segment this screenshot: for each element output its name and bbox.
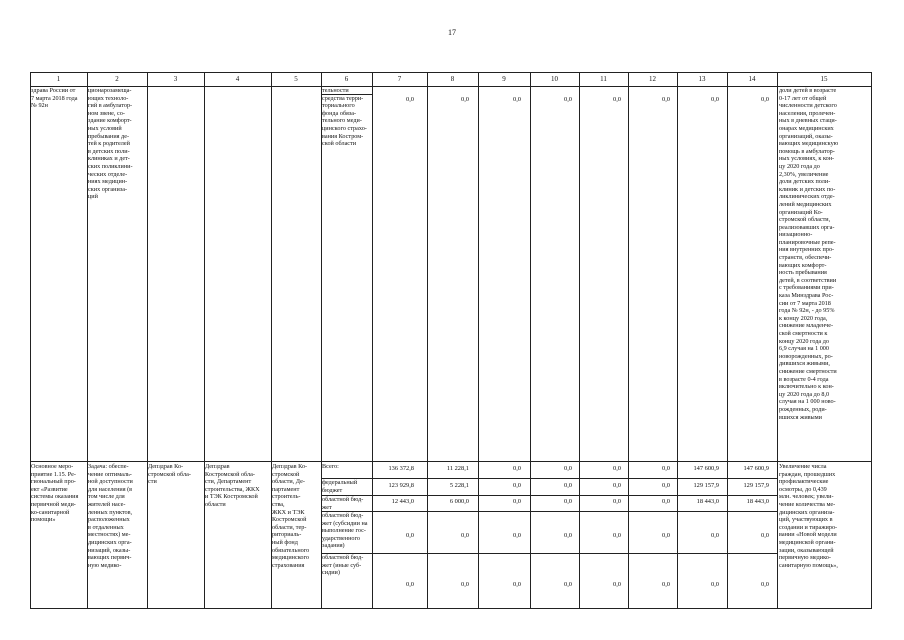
value-cell: 0,0 <box>662 482 670 489</box>
value-cell: 0,0 <box>406 532 414 539</box>
value-cell: 18 443,0 <box>696 498 719 505</box>
col-border <box>677 72 678 608</box>
value-cell: 0,0 <box>513 96 521 103</box>
cell-funding-source: областной бюд- жет (субсидии на выполнение гос- ударственного задания) <box>322 512 368 550</box>
value-cell: 147 600,9 <box>743 465 769 472</box>
value-cell: 0,0 <box>613 532 621 539</box>
column-header: 12 <box>649 75 656 83</box>
value-cell: 0,0 <box>662 96 670 103</box>
value-cell: 0,0 <box>711 532 719 539</box>
cell-event-name: Основное меро- приятие 1.15. Ре- гиональный про- ект «Развитие системы оказания первичной меди- ко-санитарной помощи» <box>31 463 79 524</box>
value-cell: 0,0 <box>564 482 572 489</box>
cell-task-text: ционарозамеща- ющих техноло- гий в амбулатор- ном звене, со- здание комфорт- ных условий пребывания де- тей к родителей в детских поли- клиниках и дет- ских поликлини- ческих отделе- ниях медицин- ских организа- ций <box>88 87 133 201</box>
column-header: 11 <box>600 75 607 83</box>
col-border <box>530 72 531 608</box>
row-border <box>321 478 778 479</box>
value-cell: 0,0 <box>406 96 414 103</box>
value-cell: 0,0 <box>513 581 521 588</box>
value-cell: 0,0 <box>613 96 621 103</box>
value-cell: 136 372,8 <box>388 465 414 472</box>
value-cell: 0,0 <box>513 482 521 489</box>
row-border <box>321 553 778 554</box>
value-cell: 0,0 <box>761 581 769 588</box>
cell-responsible: Депздрав Ко- стромской обла- сти <box>148 463 191 486</box>
value-cell: 0,0 <box>564 96 572 103</box>
value-cell: 0,0 <box>513 498 521 505</box>
value-cell: 11 228,1 <box>446 465 469 472</box>
column-header: 15 <box>820 75 828 83</box>
col-border <box>579 72 580 608</box>
cell-participants: Депздрав Ко- стромской области, Де- партамент строитель- ства, ЖКХ и ТЭК Костромской области, тер- риториаль- ный фонд обязательного медицинского страхования <box>272 463 310 569</box>
value-cell: 0,0 <box>564 498 572 505</box>
column-header: 10 <box>551 75 558 83</box>
value-cell: 0,0 <box>761 96 769 103</box>
value-cell: 0,0 <box>662 581 670 588</box>
value-cell: 6 000,0 <box>449 498 469 505</box>
value-cell: 0,0 <box>564 581 572 588</box>
value-cell: 0,0 <box>662 498 670 505</box>
cell-task-text: Задача: обеспе- чение оптималь- ной доступности для населения (в том числе для жителей насе- ленных пунктов, расположенных в отдаленных местностях) ме- дицинских орга- низаций, оказы- вающих первич- ную медико- <box>88 463 133 569</box>
cell-funding-source: областной бюд- жет <box>322 496 364 511</box>
column-header: 5 <box>294 75 298 83</box>
value-cell: 0,0 <box>613 498 621 505</box>
value-cell: 0,0 <box>461 532 469 539</box>
col-border <box>427 72 428 608</box>
col-border <box>478 72 479 608</box>
budget-table <box>30 72 872 608</box>
column-header: 4 <box>235 75 240 83</box>
row-border <box>30 608 872 609</box>
value-cell: 0,0 <box>711 581 719 588</box>
value-cell: 0,0 <box>564 532 572 539</box>
value-cell: 0,0 <box>711 96 719 103</box>
value-cell: 0,0 <box>761 532 769 539</box>
value-cell: 129 157,9 <box>693 482 719 489</box>
col-border <box>871 72 872 608</box>
cell-expected-results: доли детей в возрасте 0-17 лет от общей численности детского населения, пролечен- ных в дневных стаци- онарах медицинских организаций, оказы- вающих медицинскую помощь в амбулатор- ных условиях, к кон- цу 2020 года до 2,30%, увеличение доли детских поли- клиник и детских по- ликлинических отде- лений медицинских организаций Ко- стромской области, реализовавших орга- низационно- планировочные репе- ния внутренних про- странств, обеспечи- вающих комфорт- ность пребывания детей, в соответствии с требованиями при- каза Минздрава Рос- сии от 7 марта 2018 года № 92н, - до 95% к концу 2020 года, снижение младенче- ской смертности к концу 2020 года до 6,9 случая на 1 000 новорожденных, ро- дившихся живыми, снижение смертности в возрасте 0-4 года включительно к кон- цу 2020 года до 8,0 случая на 1 000 ново- рожденных, роди- вшихся живыми <box>779 87 839 421</box>
column-header: 13 <box>698 75 706 83</box>
row-border <box>321 511 778 512</box>
value-cell: 129 157,9 <box>743 482 769 489</box>
page-number: 17 <box>448 28 456 37</box>
value-cell: 0,0 <box>613 581 621 588</box>
value-cell: 0,0 <box>613 465 621 472</box>
value-cell: 0,0 <box>513 532 521 539</box>
row-border <box>30 461 872 462</box>
cell-funding-source: областной бюд- жет (иные суб- сидии) <box>322 554 364 577</box>
value-cell: 123 929,8 <box>388 482 414 489</box>
col-border <box>628 72 629 608</box>
col-border <box>30 72 31 608</box>
col-border <box>372 72 373 608</box>
column-header: 9 <box>502 75 506 83</box>
cell-coexecutors: Депздрав Костромской обла- сти, Департамент строительства, ЖКХ и ТЭК Костромской области <box>205 463 260 508</box>
col-border <box>204 72 205 608</box>
value-cell: 0,0 <box>662 465 670 472</box>
cell-expected-results: Увеличение числа граждан, прошедших профилактические осмотры, до 0,439 млн. человек; увели- чение количества ме- дицинских организа- ций, участвующих в создании и тиражиро- вании «Новой модели медицинской органи- зации, оказывающей первичную медико- санитарную помощь», <box>779 463 838 569</box>
value-cell: 0,0 <box>513 465 521 472</box>
cell-funding-source: федеральный бюджет <box>322 479 358 494</box>
row-border <box>30 86 872 87</box>
col-border <box>727 72 728 608</box>
value-cell: 18 443,0 <box>746 498 769 505</box>
col-border <box>147 72 148 608</box>
cell-document-ref: здрава России от 7 марта 2018 года № 92н <box>31 87 78 110</box>
value-cell: 12 443,0 <box>391 498 414 505</box>
value-cell: 5 228,1 <box>449 482 469 489</box>
cell-funding-source: Всего: <box>322 463 339 470</box>
cell-funding-source: тельности средства терри- ториального фонда обяза- тельного меди- цинского страхо- вания Костром- ской области <box>322 87 367 148</box>
value-cell: 147 600,9 <box>693 465 719 472</box>
column-header: 2 <box>115 75 119 83</box>
column-header: 8 <box>450 75 455 83</box>
value-cell: 0,0 <box>406 581 414 588</box>
column-header: 1 <box>56 75 61 83</box>
value-cell: 0,0 <box>613 482 621 489</box>
column-header: 7 <box>397 75 402 83</box>
value-cell: 0,0 <box>461 96 469 103</box>
column-header: 14 <box>748 75 756 83</box>
row-border <box>321 495 778 496</box>
value-cell: 0,0 <box>564 465 572 472</box>
column-header: 6 <box>344 75 349 83</box>
column-header: 3 <box>173 75 178 83</box>
value-cell: 0,0 <box>662 532 670 539</box>
col-border <box>777 72 778 608</box>
value-cell: 0,0 <box>461 581 469 588</box>
